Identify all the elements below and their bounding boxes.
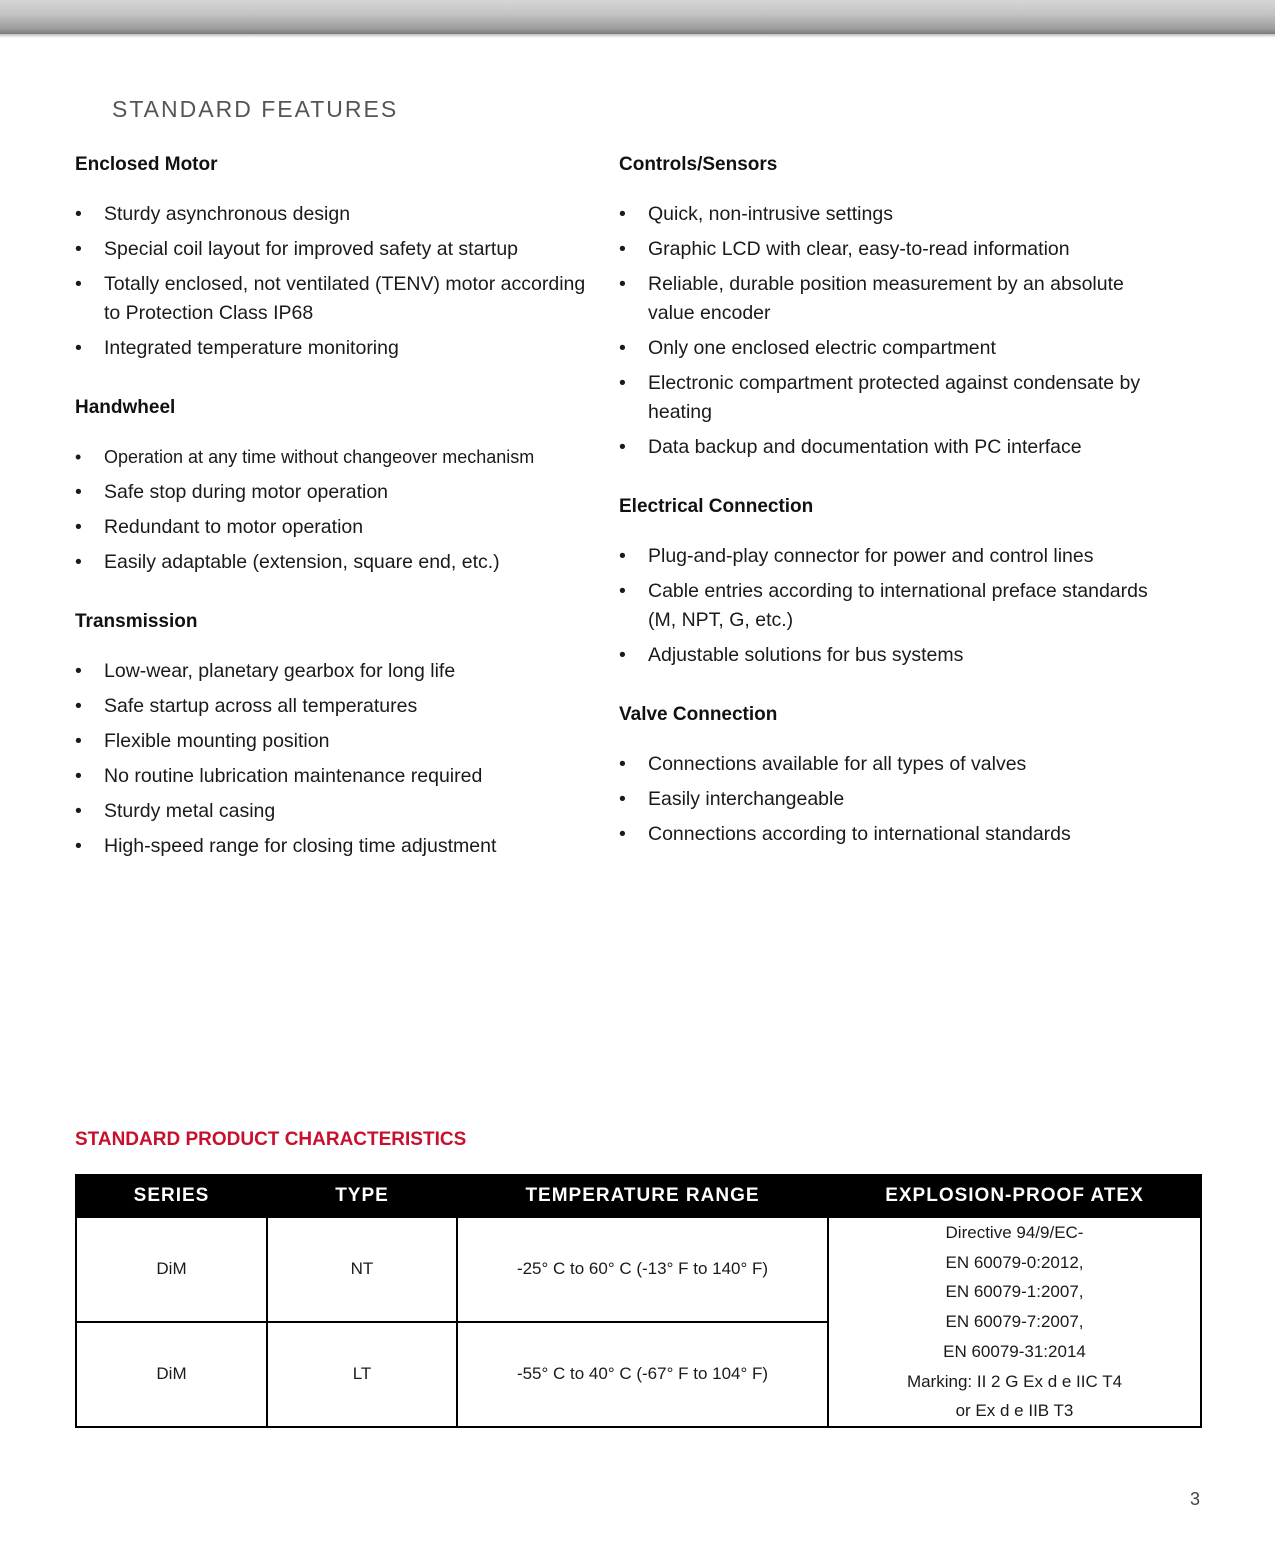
section-heading: Handwheel [75, 397, 176, 418]
bullet-icon: • [619, 203, 626, 225]
feature-list [75, 443, 595, 577]
bullet-icon: • [619, 436, 626, 458]
bullet-icon: • [75, 516, 82, 538]
product-characteristics-table [75, 1174, 1202, 1428]
cell-series: DiM [76, 1322, 267, 1427]
feature-list [75, 657, 595, 861]
bullet-icon: • [75, 695, 82, 717]
list-item: • Data backup and documentation with PC interface [619, 433, 1159, 462]
section-heading: Valve Connection [619, 704, 778, 725]
bullet-icon: • [619, 238, 626, 260]
list-item: • Connections available for all types of valves [619, 750, 1159, 779]
page-number: 3 [1189, 1489, 1200, 1509]
list-item: • Special coil layout for improved safety at startup [75, 235, 595, 264]
list-item: • Integrated temperature monitoring [75, 334, 595, 363]
section-heading: Controls/Sensors [619, 154, 778, 175]
cell-temperature-range: -25° C to 60° C (-13° F to 140° F) [457, 1217, 828, 1322]
list-item: • Sturdy metal casing [75, 797, 595, 826]
features-left-column [75, 150, 595, 891]
atex-line: EN 60079-1:2007, [945, 1282, 1084, 1302]
atex-line: EN 60079-0:2012, [945, 1252, 1084, 1272]
list-item: • Easily interchangeable [619, 785, 1159, 814]
section-transmission [75, 607, 595, 861]
list-item: • Safe startup across all temperatures [75, 692, 595, 721]
list-item: • Cable entries according to international preface standards (M, NPT, G, etc.) [619, 577, 1159, 635]
section-valve-connection [619, 700, 1159, 849]
list-item: • Adjustable solutions for bus systems [619, 641, 1159, 670]
section-heading: Transmission [75, 611, 198, 632]
bullet-icon: • [75, 835, 82, 857]
bullet-icon: • [619, 823, 626, 845]
column-header-temperature-range: TEMPERATURE RANGE [457, 1175, 828, 1217]
page-title: STANDARD FEATURES [112, 96, 399, 122]
bullet-icon: • [75, 481, 82, 503]
atex-line: Marking: II 2 G Ex d e IIC T4 [906, 1371, 1123, 1391]
atex-line: EN 60079-31:2014 [943, 1341, 1086, 1361]
list-item: • Safe stop during motor operation [75, 478, 595, 507]
bullet-icon: • [75, 203, 82, 225]
list-item: • Totally enclosed, not ventilated (TENV) motor according to Protection Class IP68 [75, 270, 595, 328]
list-item: • Graphic LCD with clear, easy-to-read information [619, 235, 1159, 264]
cell-type: LT [267, 1322, 457, 1427]
section-controls-sensors [619, 150, 1159, 462]
feature-list [619, 200, 1159, 462]
list-item: • Operation at any time without changeover mechanism [75, 443, 595, 472]
header-metal-bar [0, 0, 1275, 34]
bullet-icon: • [619, 545, 626, 567]
atex-line: or Ex d e IIB T3 [955, 1401, 1074, 1421]
bullet-icon: • [619, 753, 626, 775]
bullet-icon: • [619, 644, 626, 666]
table-row [76, 1217, 1201, 1322]
bullet-icon: • [75, 238, 82, 260]
bullet-icon: • [75, 447, 82, 467]
feature-list [75, 200, 595, 363]
list-item: • Sturdy asynchronous design [75, 200, 595, 229]
section-heading: Enclosed Motor [75, 154, 218, 175]
list-item: • Low-wear, planetary gearbox for long life [75, 657, 595, 686]
bullet-icon: • [75, 800, 82, 822]
list-item: • Plug-and-play connector for power and control lines [619, 542, 1159, 571]
cell-type: NT [267, 1217, 457, 1322]
section-heading: Electrical Connection [619, 496, 814, 517]
bullet-icon: • [75, 337, 82, 359]
list-item: • No routine lubrication maintenance required [75, 762, 595, 791]
bullet-icon: • [75, 730, 82, 752]
atex-line: Directive 94/9/EC- [945, 1223, 1084, 1242]
cell-atex-specification [828, 1217, 1201, 1427]
features-right-column [619, 150, 1159, 879]
list-item: • Quick, non-intrusive settings [619, 200, 1159, 229]
bullet-icon: • [75, 273, 82, 295]
feature-list [619, 542, 1159, 670]
list-item: • Easily adaptable (extension, square end, etc.) [75, 548, 595, 577]
section-enclosed-motor [75, 150, 595, 363]
list-item: • High-speed range for closing time adjustment [75, 832, 595, 861]
bullet-icon: • [75, 765, 82, 787]
feature-list [619, 750, 1159, 849]
bullet-icon: • [619, 372, 626, 394]
column-header-series: SERIES [76, 1175, 267, 1217]
atex-line: EN 60079-7:2007, [945, 1312, 1084, 1332]
bullet-icon: • [619, 337, 626, 359]
column-header-type: TYPE [267, 1175, 457, 1217]
list-item: • Only one enclosed electric compartment [619, 334, 1159, 363]
bullet-icon: • [75, 660, 82, 682]
table-header-row [76, 1175, 1201, 1217]
list-item: • Connections according to international standards [619, 820, 1159, 849]
section-electrical-connection [619, 492, 1159, 670]
section-handwheel [75, 393, 595, 577]
list-item: • Flexible mounting position [75, 727, 595, 756]
column-header-explosion-proof-atex: EXPLOSION-PROOF ATEX [828, 1175, 1201, 1217]
bullet-icon: • [619, 580, 626, 602]
list-item: • Reliable, durable position measurement by an absolute value encoder [619, 270, 1159, 328]
list-item: • Redundant to motor operation [75, 513, 595, 542]
bullet-icon: • [75, 551, 82, 573]
bullet-icon: • [619, 788, 626, 810]
list-item: • Electronic compartment protected against condensate by heating [619, 369, 1159, 427]
table-title: STANDARD PRODUCT CHARACTERISTICS [75, 1129, 467, 1150]
cell-temperature-range: -55° C to 40° C (-67° F to 104° F) [457, 1322, 828, 1427]
bullet-icon: • [619, 273, 626, 295]
cell-series: DiM [76, 1217, 267, 1322]
